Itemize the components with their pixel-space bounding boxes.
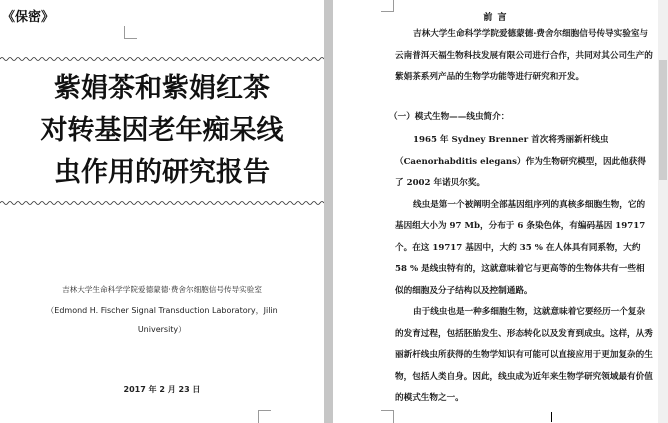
title-line-2: 对转基因老年痴呆线: [40, 115, 284, 146]
document-page-right[interactable]: [333, 0, 668, 423]
paragraph-3: 由于线虫也是一种多细胞生物，这就意味着它要经历一个复杂的发育过程，包括胚胎发生、形态转化以及发育到成虫。这样，从秀丽新杆线虫所获得的生物学知识有可能可以直接应用于更加复杂的生物，包括人类自身。因此，线虫成为近年来生物学研究领域最有价值的模式生物之一。: [395, 307, 653, 403]
affiliation-english-line-2: University）: [137, 325, 187, 334]
header-label: 《保密》: [2, 10, 55, 25]
crop-mark: [258, 410, 271, 423]
text-cursor: [551, 412, 552, 422]
title-line-3: 虫作用的研究报告: [54, 157, 270, 188]
intro-paragraph: 吉林大学生命科学学院爱德蒙德·费舍尔细胞信号传导实验室与云南普洱天福生物科技发展有限公司进行合作，共同对其公司生产的紫娟茶系列产品的生物学功能等进行研究和开发。: [395, 29, 653, 82]
section-title: [389, 107, 653, 129]
divider-line: [0, 56, 324, 62]
report-date: 2017 年 2 月 23 日: [123, 385, 201, 394]
paragraph-1: 1965 年 Sydney Brenner 首次将秀丽新杆线虫（Caenorhabditis elegans）作为生物研究模型，因此他获得了 2002 年诺贝尔奖。: [395, 135, 646, 188]
preface-heading: 前 言: [483, 13, 508, 23]
document-page-left[interactable]: [0, 0, 324, 423]
crop-mark: [381, 410, 394, 423]
vertical-scrollbar[interactable]: [658, 0, 668, 423]
document-body[interactable]: [389, 24, 653, 410]
section-title-text: （一）模式生物——线虫简介：: [389, 111, 510, 122]
title-line-1: 紫娟茶和紫娟红茶: [54, 73, 270, 104]
affiliation-english-line-1: （Edmond H. Fischer Signal Transduction Laboratory，Jilin: [46, 306, 278, 315]
scrollbar-thumb[interactable]: [659, 60, 667, 180]
divider-line: [0, 200, 324, 206]
crop-mark: [124, 26, 137, 39]
affiliation-chinese: 吉林大学生命科学学院爱德蒙德·费舍尔细胞信号传导实验室: [62, 285, 262, 294]
paragraph-2: 线虫是第一个被阐明全部基因组序列的真核多细胞生物，它的基因组大小为 97 Mb，分布于 6 条染色体，有编码基因 19717 个。在这 19717 基因中，大约 35 % 在人体具有同系物，大约 58 % 是线虫特有的，这就意味着它与更高等的生物体共有一些相似的细胞及分子结构以及控制通路。: [395, 199, 646, 296]
